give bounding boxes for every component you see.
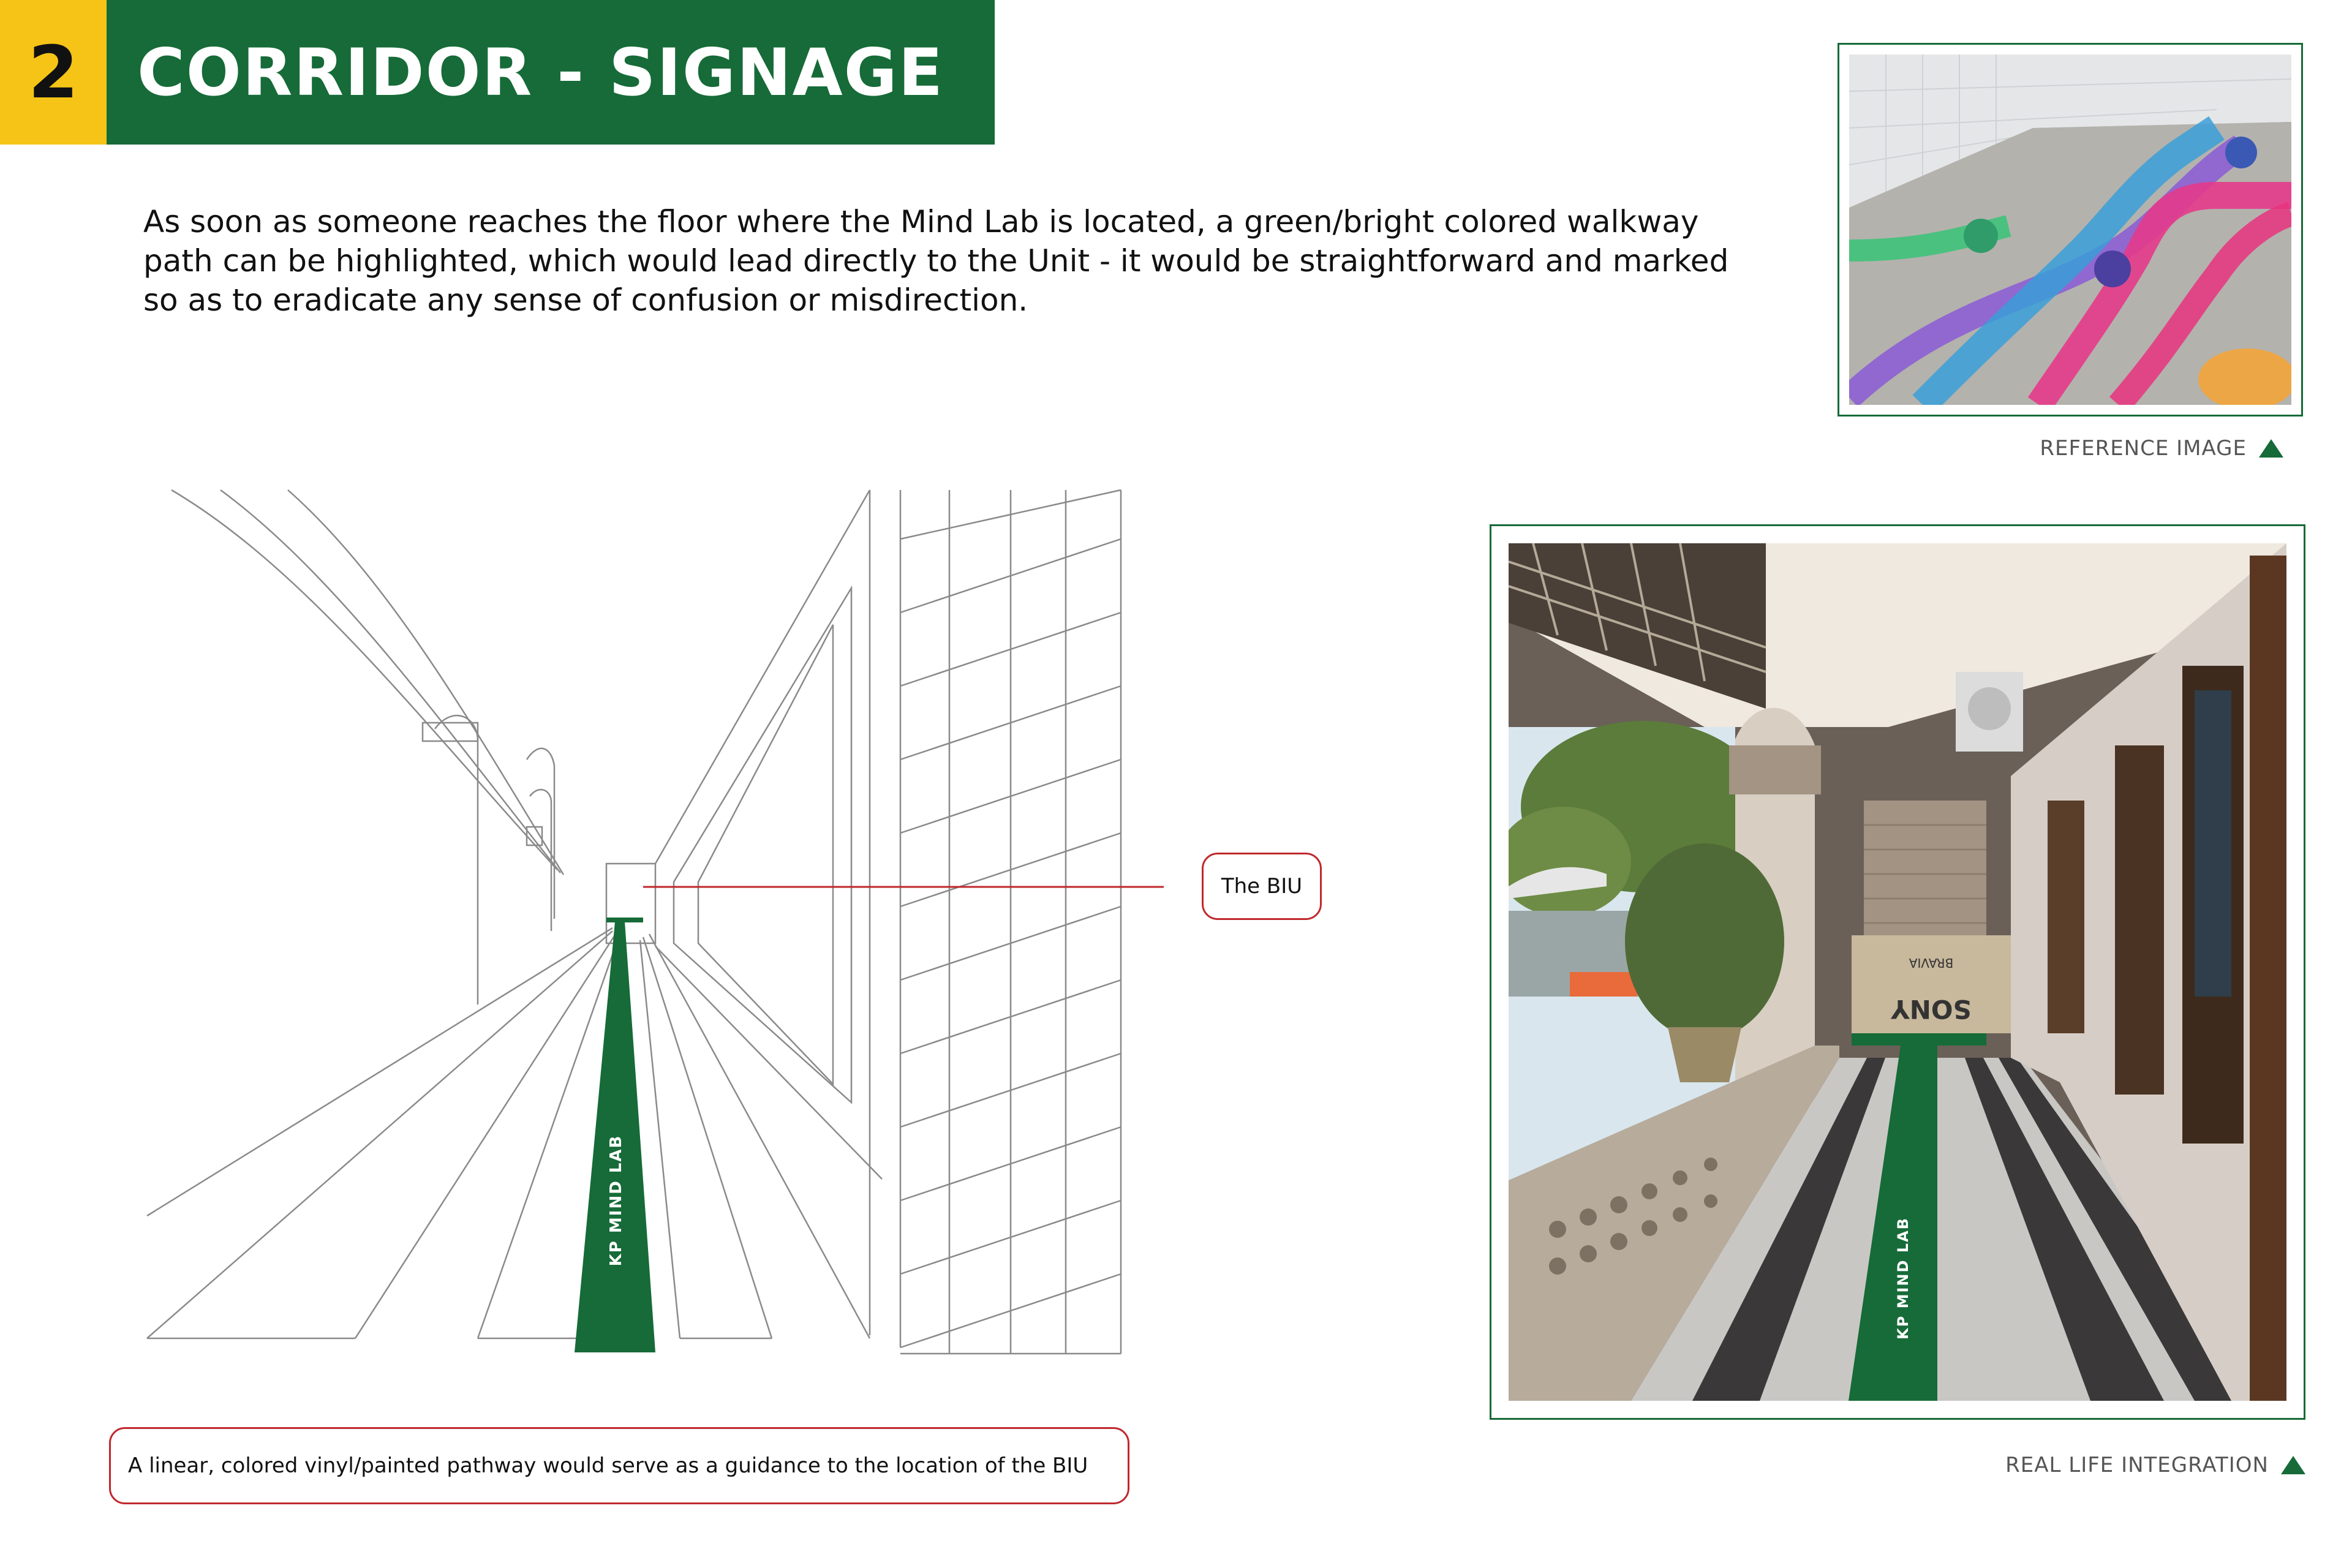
real-life-caption-text: REAL LIFE INTEGRATION [2005,1453,2269,1477]
page-title: CORRIDOR - SIGNAGE [107,0,995,145]
real-life-photo [1509,543,2286,1401]
biu-callout-text: The BIU [1221,874,1303,899]
reference-image [1849,55,2291,405]
section-number: 2 [0,0,107,145]
triangle-up-icon [2259,439,2283,458]
real-life-photo-frame [1490,524,2305,1420]
description-text: As soon as someone reaches the floor where the Mind Lab is located, a green/bright colored walkway path can be highlighted, which would lead directly to the Unit - it would be straightforward and marked so as to eradicate any sense of confusion or misdirection. [143,204,1729,318]
photo-box-model: BRAVIA [1909,956,1954,970]
triangle-up-icon [2281,1456,2305,1474]
sketch-path-label: KP MIND LAB [607,1134,625,1267]
pathway-callout [109,1427,1129,1504]
photo-path-label: KP MIND LAB [1894,1217,1912,1340]
real-life-caption [2005,1453,2305,1477]
corridor-sketch [135,478,1164,1360]
reference-caption [2040,436,2283,461]
photo-box-brand: SONY [1891,994,1972,1024]
pathway-callout-text: A linear, colored vinyl/painted pathway would serve as a guidance to the location of the BIU [128,1453,1088,1478]
reference-image-frame [1838,43,2303,417]
biu-callout [1202,853,1322,920]
reference-caption-text: REFERENCE IMAGE [2040,436,2247,461]
